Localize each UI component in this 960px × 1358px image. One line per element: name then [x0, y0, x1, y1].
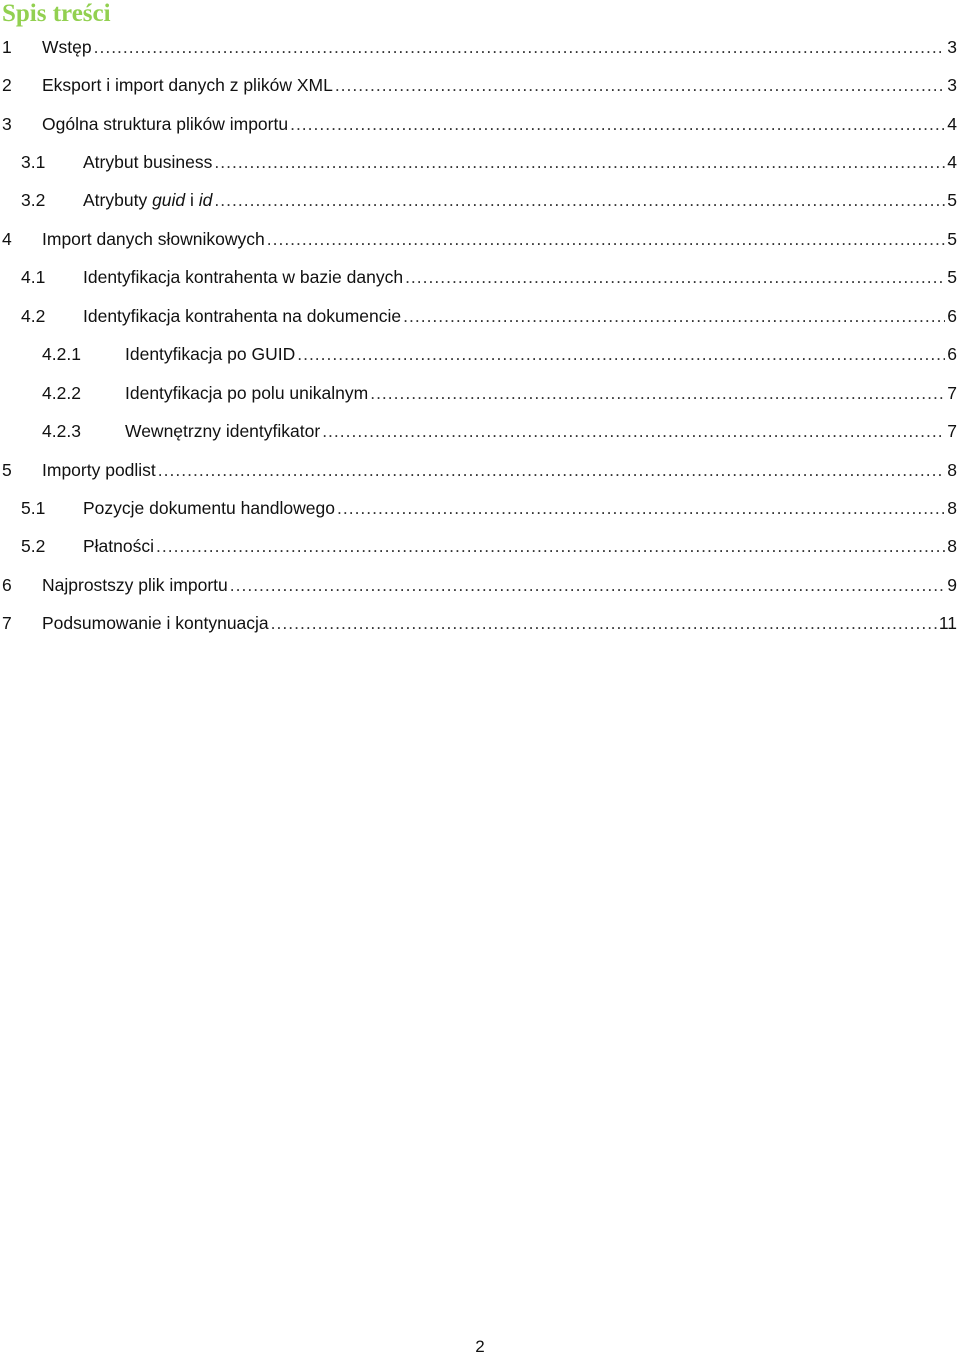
toc-dot-leader [405, 267, 945, 288]
toc-entry-number: 4.2.2 [42, 382, 81, 403]
toc-entry-label: Identyfikacja po polu unikalnym [125, 382, 369, 403]
toc-entry-3[interactable] [0, 105, 960, 143]
toc-entry-number: 4 [2, 228, 12, 249]
toc-entry-4-2-3[interactable] [0, 412, 960, 450]
toc-entry-number: 5.1 [21, 497, 46, 518]
toc-label-italic-id: id [198, 190, 213, 211]
toc-label-italic-guid: guid [152, 190, 186, 211]
toc-entry-label: Import danych słownikowych [42, 228, 265, 249]
toc-entry-number: 4.2.1 [42, 344, 81, 365]
toc-entry-page: 8 [947, 459, 957, 480]
toc-dot-leader [322, 421, 945, 442]
toc-entry-1[interactable] [0, 28, 960, 66]
toc-entry-label: Wewnętrzny identyfikator [125, 421, 321, 442]
toc-entry-4-1[interactable] [0, 259, 960, 297]
toc-dot-leader [335, 75, 945, 96]
toc-dot-leader [158, 460, 945, 481]
toc-dot-leader [337, 498, 945, 519]
toc-entry-number: 3.1 [21, 152, 46, 173]
toc-entry-label: Wstęp [42, 36, 92, 57]
toc-dot-leader [214, 152, 945, 173]
toc-entry-3-2[interactable] [0, 182, 960, 220]
toc-entry-label [83, 190, 212, 211]
toc-entry-number: 5 [2, 459, 12, 480]
toc-entry-page: 8 [947, 536, 957, 557]
toc-entry-label: Pozycje dokumentu handlowego [83, 497, 335, 518]
toc-dot-leader [403, 306, 945, 327]
toc-label-part: Atrybuty [83, 190, 153, 211]
toc-dot-leader [370, 383, 945, 404]
toc-entry-number: 4.2 [21, 305, 46, 326]
toc-entry-number: 6 [2, 574, 12, 595]
toc-entry-number: 1 [2, 36, 12, 57]
toc-entry-number: 5.2 [21, 536, 46, 557]
toc-entry-label: Identyfikacja kontrahenta w bazie danych [83, 267, 404, 288]
toc-dot-leader [94, 37, 946, 58]
toc-label-part: i [185, 190, 199, 211]
toc-entry-page: 7 [947, 421, 957, 442]
toc-entry-page: 7 [947, 382, 957, 403]
toc-title: Spis treści [2, 0, 111, 27]
toc-dot-leader [214, 190, 945, 211]
toc-entry-4-2[interactable] [0, 297, 960, 335]
toc-entry-5-2[interactable] [0, 528, 960, 566]
toc-entry-label: Ogólna struktura plików importu [42, 113, 289, 134]
toc-entry-label: Atrybut business [83, 152, 213, 173]
toc-entry-number: 7 [2, 613, 12, 634]
toc-entry-page: 3 [947, 36, 957, 57]
toc-entry-5[interactable] [0, 451, 960, 489]
toc-entry-2[interactable] [0, 66, 960, 104]
toc-entry-label: Identyfikacja po GUID [125, 344, 296, 365]
toc-entry-4-2-1[interactable] [0, 336, 960, 374]
toc-entry-page: 5 [947, 228, 957, 249]
toc-entry-label: Importy podlist [42, 459, 156, 480]
toc-entry-page: 5 [947, 190, 957, 211]
toc-entry-5-1[interactable] [0, 489, 960, 527]
toc-dot-leader [156, 536, 945, 557]
toc-dot-leader [297, 344, 945, 365]
toc-entry-number: 4.1 [21, 267, 46, 288]
toc-entry-page: 5 [947, 267, 957, 288]
toc-entry-6[interactable] [0, 566, 960, 604]
toc-entry-4-2-2[interactable] [0, 374, 960, 412]
toc-entry-3-1[interactable] [0, 143, 960, 181]
toc-entry-4[interactable] [0, 220, 960, 258]
toc-entry-page: 4 [947, 152, 957, 173]
toc-entry-7[interactable] [0, 605, 960, 643]
toc-entry-page: 6 [947, 344, 957, 365]
toc-entry-label: Identyfikacja kontrahenta na dokumencie [83, 305, 402, 326]
toc-dot-leader [267, 229, 946, 250]
toc-entry-number: 3.2 [21, 190, 46, 211]
toc-entry-number: 4.2.3 [42, 421, 81, 442]
toc-dot-leader [230, 575, 946, 596]
toc-entry-label: Podsumowanie i kontynuacja [42, 613, 269, 634]
page-number: 2 [475, 1337, 485, 1356]
toc-entry-label: Płatności [83, 536, 155, 557]
table-of-contents [0, 28, 960, 643]
toc-entry-label: Najprostszy plik importu [42, 574, 228, 595]
toc-dot-leader [271, 613, 937, 634]
toc-dot-leader [290, 114, 945, 135]
toc-entry-number: 2 [2, 75, 12, 96]
toc-entry-page: 6 [947, 305, 957, 326]
toc-entry-page: 9 [947, 574, 957, 595]
toc-entry-label: Eksport i import danych z plików XML [42, 75, 333, 96]
toc-entry-page: 4 [947, 113, 957, 134]
toc-entry-page: 11 [938, 613, 957, 634]
toc-entry-page: 8 [947, 497, 957, 518]
toc-entry-page: 3 [947, 75, 957, 96]
toc-entry-number: 3 [2, 113, 12, 134]
